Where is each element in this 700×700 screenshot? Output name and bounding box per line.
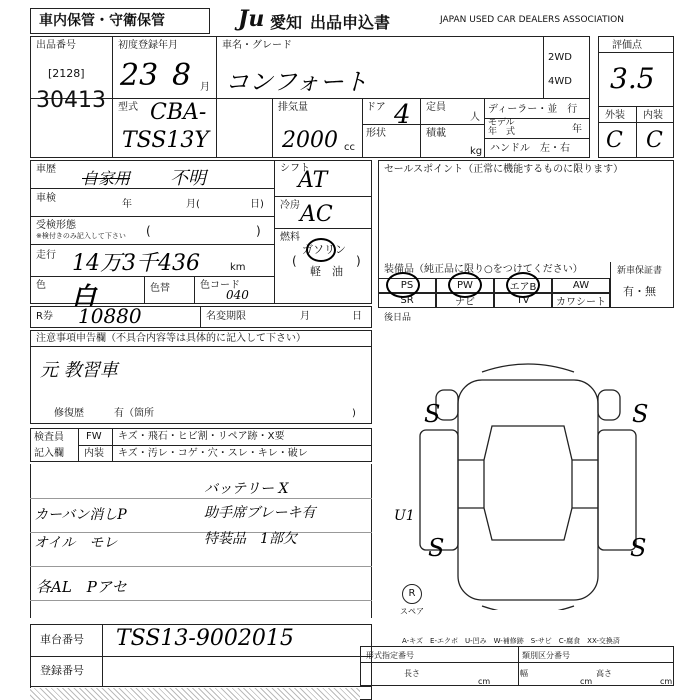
drive-4wd: 4WD — [548, 76, 572, 87]
damage-mark-front-right: S — [632, 400, 649, 428]
color-change-label: 色替 — [150, 283, 170, 294]
drive-2wd: 2WD — [548, 52, 572, 63]
doors-value: 4 — [394, 100, 411, 130]
fuel-gasoline: ガソリン — [302, 243, 346, 256]
sales-point-label: セールスポイント（正常に機能するものに限ります） — [384, 164, 624, 175]
load-label: 積載 — [426, 128, 446, 139]
fuel-gasoline-circle — [306, 238, 336, 262]
warranty-value: 有・無 — [623, 285, 656, 298]
first-reg-month: 8 — [172, 58, 192, 93]
ac-value: AC — [300, 202, 333, 227]
model-value-2: TSS13Y — [122, 128, 209, 153]
lot-label: 出品番号 — [36, 40, 76, 51]
equip-navi: ナビ — [436, 293, 494, 308]
lot-number: 30413 — [36, 88, 106, 113]
capacity-unit: 人 — [470, 112, 480, 123]
equip-airbag-circle — [506, 272, 540, 298]
width-unit: cm — [580, 677, 593, 686]
note-left-3: 各AL Pアセ — [36, 578, 127, 596]
shape-label: 形状 — [366, 128, 386, 139]
equip-aw: AW — [552, 278, 610, 293]
ju-logo: Ju — [238, 6, 265, 32]
association-name: JAPAN USED CAR DEALERS ASSOCIATION — [440, 15, 624, 25]
mileage-label: 走行 — [36, 250, 56, 261]
fuel-diesel: 軽 油 — [310, 265, 343, 278]
note-left-1: カーバン消しP — [34, 507, 127, 523]
equip-leather: カワシート — [552, 293, 610, 308]
mileage-unit: km — [230, 262, 246, 273]
color-code-value: 040 — [226, 288, 249, 302]
color-value: 白 — [72, 281, 96, 310]
history-label: 車歴 — [36, 164, 56, 175]
load-unit: kg — [470, 146, 483, 157]
damage-mark-rear-right: S — [630, 534, 647, 562]
history-note: 不明 — [170, 168, 206, 189]
spare-label: スペア — [400, 607, 424, 616]
receipt-label: 受検形態 — [36, 220, 76, 231]
side-mark: U1 — [394, 508, 415, 524]
first-reg-year: 23 — [120, 58, 159, 93]
recycle-label: R券 — [36, 311, 53, 322]
seal-label: 後日品 — [384, 313, 412, 323]
length-label: 長さ — [404, 669, 420, 678]
notes-text: 元 教習車 — [40, 360, 118, 381]
doors-label: ドア — [366, 102, 386, 113]
warranty-label: 新車保証書 — [617, 266, 663, 276]
equipment-label: 装備品（純正品に限り○をつけてください） — [384, 264, 583, 275]
displacement-label: 排気量 — [278, 102, 308, 113]
interior-check-label: 内装 — [84, 448, 104, 459]
capacity-label: 定員 — [426, 102, 446, 113]
model-value-1: CBA- — [150, 100, 207, 125]
equip-ps: PS — [378, 278, 436, 293]
rear-bumper — [482, 606, 574, 610]
shift-value: AT — [298, 168, 328, 193]
storage-label-box — [30, 8, 210, 34]
first-reg-label: 初度登録年月 — [118, 40, 178, 51]
month-unit: 月 — [200, 82, 210, 93]
equipment-table — [378, 262, 610, 308]
ac-label: 冷房 — [280, 200, 300, 211]
name-change-label: 名変期限 — [206, 311, 246, 322]
fuel-paren-open: ( — [292, 254, 297, 268]
right-side-panel — [598, 430, 636, 550]
receipt-paren-close: ) — [256, 224, 261, 238]
inspector-label-2: 記入欄 — [34, 448, 64, 459]
interior-label: 内装 — [643, 110, 663, 121]
name-change-month: 月 — [300, 311, 310, 322]
model-year-unit: 年 式 — [488, 127, 516, 137]
equip-tv: TV — [494, 293, 552, 308]
length-unit: cm — [478, 677, 491, 686]
interior-value: C — [646, 128, 663, 153]
handle-label: ハンドル 左・右 — [490, 143, 570, 154]
inspection-label: 車検 — [36, 193, 56, 204]
lot-sub: [2128] — [48, 67, 85, 80]
equip-pw: PW — [436, 278, 494, 293]
fw-label: FW — [86, 431, 102, 442]
receipt-paren-open: ( — [146, 224, 151, 238]
equip-sr: SR — [378, 293, 436, 308]
note-left-2: オイル モレ — [34, 535, 118, 551]
bottom-strip — [30, 688, 360, 700]
fuel-label: 燃料 — [280, 232, 300, 243]
left-side-panel — [420, 430, 458, 550]
model-year-label: モデル — [488, 118, 515, 128]
color-code-label: 色コード — [200, 280, 240, 291]
region-label: 愛知 — [270, 13, 303, 32]
chassis-value: TSS13-9002015 — [116, 626, 294, 651]
height-unit: cm — [660, 677, 673, 686]
front-bumper — [482, 364, 574, 372]
interior-check-text: キズ・汚レ・コゲ・穴・スレ・キレ・破レ — [118, 448, 308, 459]
fuel-paren-close: ) — [356, 254, 361, 268]
score-label: 評価点 — [612, 40, 642, 51]
category-label: 類別区分番号 — [522, 651, 570, 660]
score-value: 3.5 — [610, 62, 655, 95]
inspection-month: 月( — [186, 199, 200, 210]
registration-label: 登録番号 — [40, 664, 84, 677]
repair-label: 修復歴 — [54, 408, 84, 419]
equip-pw-circle — [448, 272, 482, 298]
note-right-3: 特装品 1部欠 — [204, 531, 297, 547]
right-mirror — [598, 390, 620, 420]
warranty-box — [610, 262, 675, 308]
inspector-label: 検査員 — [34, 432, 64, 443]
height-label: 高さ — [596, 669, 612, 678]
damage-mark-rear-left: S — [428, 534, 445, 562]
width-label: 幅 — [520, 669, 528, 678]
exterior-label: 外装 — [605, 110, 625, 121]
repair-close: ) — [352, 408, 356, 419]
name-grade-label: 車名・グレード — [222, 40, 292, 51]
dealer-label: ディーラー・並 行 — [488, 104, 578, 115]
form-title: 出品申込書 — [310, 13, 391, 32]
car-diagram — [400, 350, 676, 610]
model-year-suffix: 年 — [572, 124, 582, 135]
history-value: 自家用 — [82, 169, 131, 188]
displacement-unit: cc — [344, 142, 355, 153]
mileage-value: 14万3千436 — [72, 251, 200, 276]
note-right-2: 助手席ブレーキ有 — [204, 505, 316, 521]
damage-legend: A-キズ E-エクボ U-凹み W-補修跡 S-サビ C-腐食 XX-交換済 — [402, 637, 620, 645]
inspection-year: 年 — [122, 199, 132, 210]
repair-value: 有（箇所 — [114, 408, 154, 419]
equip-airbag: エアB — [494, 278, 552, 293]
note-right-1: バッテリー X — [204, 481, 289, 497]
notes-header: 注意事項申告欄（不具合内容等は具体的に記入して下さい） — [36, 333, 306, 344]
color-label: 色 — [36, 280, 46, 291]
receipt-note: ※検付きのみ記入して下さい — [36, 232, 126, 240]
chassis-label: 車台番号 — [40, 633, 84, 646]
displacement-value: 2000 — [282, 128, 338, 153]
spare-symbol: R — [402, 584, 422, 604]
shift-label: シフト — [280, 163, 310, 174]
exterior-value: C — [606, 128, 623, 153]
recycle-value: 10880 — [78, 304, 142, 328]
grade-value: コンフォート — [225, 68, 368, 96]
model-label: 型式 — [118, 102, 138, 113]
car-roof — [484, 426, 572, 540]
inspection-close: 日) — [250, 199, 264, 210]
form-spec-label: 形式指定番号 — [366, 651, 414, 660]
car-body-outline — [458, 380, 598, 600]
fw-text: キズ・飛石・ヒビ割・リペア跡・X要 — [118, 431, 285, 442]
equip-ps-circle — [386, 272, 420, 298]
storage-label: 車内保管・守衛保管 — [39, 13, 165, 29]
name-change-day: 日 — [352, 311, 362, 322]
damage-mark-front-left: S — [424, 400, 441, 428]
